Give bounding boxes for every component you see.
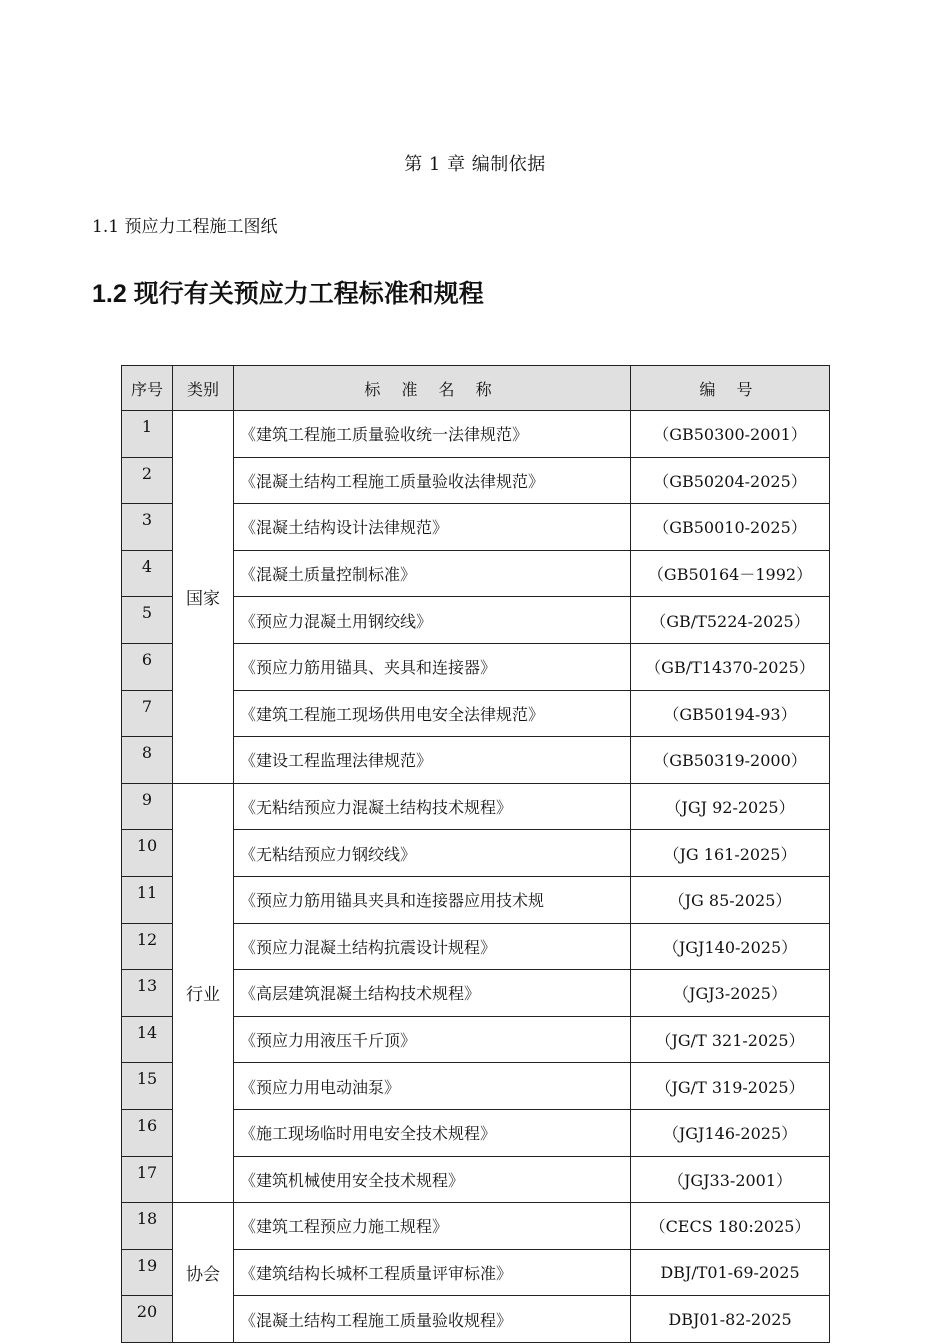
row-category: 行业 xyxy=(173,783,234,1202)
row-seq: 9 xyxy=(122,783,173,830)
row-standard-name: 《预应力筋用锚具夹具和连接器应用技术规 xyxy=(234,876,631,923)
row-standard-name: 《建筑工程施工质量验收统一法律规范》 xyxy=(234,411,631,458)
table-body xyxy=(122,411,830,1343)
row-standard-name: 《预应力用电动油泵》 xyxy=(234,1063,631,1110)
header-code: 编 号 xyxy=(631,366,830,411)
section-1-2-heading: 1.2 现行有关预应力工程标准和规程 xyxy=(92,280,484,308)
row-standard-name: 《施工现场临时用电安全技术规程》 xyxy=(234,1109,631,1156)
row-seq: 11 xyxy=(122,876,173,923)
row-standard-code: （GB50319-2000） xyxy=(631,737,830,784)
row-seq: 19 xyxy=(122,1249,173,1296)
row-standard-name: 《预应力用液压千斤顶》 xyxy=(234,1016,631,1063)
row-standard-code: （GB50300-2001） xyxy=(631,411,830,458)
row-standard-name: 《混凝土结构工程施工质量验收法律规范》 xyxy=(234,457,631,504)
row-seq: 7 xyxy=(122,690,173,737)
row-standard-code: （GB/T5224-2025） xyxy=(631,597,830,644)
row-standard-name: 《高层建筑混凝土结构技术规程》 xyxy=(234,970,631,1017)
section-1-1-heading: 1.1 预应力工程施工图纸 xyxy=(92,217,278,237)
row-seq: 15 xyxy=(122,1063,173,1110)
table-row xyxy=(122,411,830,458)
row-seq: 17 xyxy=(122,1156,173,1203)
row-seq: 18 xyxy=(122,1203,173,1250)
header-category: 类别 xyxy=(173,366,234,411)
row-standard-code: （JGJ140-2025） xyxy=(631,923,830,970)
row-standard-code: （GB50010-2025） xyxy=(631,504,830,551)
row-category: 协会 xyxy=(173,1203,234,1343)
row-seq: 12 xyxy=(122,923,173,970)
row-standard-name: 《预应力筋用锚具、夹具和连接器》 xyxy=(234,643,631,690)
row-standard-code: DBJ/T01-69-2025 xyxy=(631,1249,830,1296)
row-standard-name: 《建设工程监理法律规范》 xyxy=(234,737,631,784)
row-category: 国家 xyxy=(173,411,234,784)
table-row xyxy=(122,1203,830,1250)
header-seq: 序号 xyxy=(122,366,173,411)
row-seq: 16 xyxy=(122,1109,173,1156)
row-seq: 1 xyxy=(122,411,173,458)
table-row xyxy=(122,783,830,830)
row-seq: 5 xyxy=(122,597,173,644)
header-name: 标 准 名 称 xyxy=(234,366,631,411)
row-standard-code: （GB50204-2025） xyxy=(631,457,830,504)
row-standard-code: （GB/T14370-2025） xyxy=(631,643,830,690)
row-standard-code: （JG 161-2025） xyxy=(631,830,830,877)
row-standard-code: （CECS 180:2025） xyxy=(631,1203,830,1250)
row-standard-code: （GB50194-93） xyxy=(631,690,830,737)
row-seq: 14 xyxy=(122,1016,173,1063)
row-standard-name: 《混凝土质量控制标准》 xyxy=(234,550,631,597)
row-seq: 13 xyxy=(122,970,173,1017)
row-standard-name: 《预应力混凝土结构抗震设计规程》 xyxy=(234,923,631,970)
row-seq: 3 xyxy=(122,504,173,551)
table-header-row xyxy=(122,366,830,411)
row-standard-name: 《建筑机械使用安全技术规程》 xyxy=(234,1156,631,1203)
row-standard-name: 《建筑工程预应力施工规程》 xyxy=(234,1203,631,1250)
row-standard-name: 《无粘结预应力钢绞线》 xyxy=(234,830,631,877)
row-standard-code: （JGJ146-2025） xyxy=(631,1109,830,1156)
row-standard-code: （GB50164－1992） xyxy=(631,550,830,597)
row-standard-code: （JG/T 321-2025） xyxy=(631,1016,830,1063)
row-standard-name: 《无粘结预应力混凝土结构技术规程》 xyxy=(234,783,631,830)
row-standard-code: （JGJ3-2025） xyxy=(631,970,830,1017)
row-standard-code: （JG/T 319-2025） xyxy=(631,1063,830,1110)
row-seq: 20 xyxy=(122,1296,173,1343)
row-seq: 4 xyxy=(122,550,173,597)
row-standard-name: 《混凝土结构工程施工质量验收规程》 xyxy=(234,1296,631,1343)
chapter-title: 第 1 章 编制依据 xyxy=(404,154,546,175)
row-standard-code: （JG 85-2025） xyxy=(631,876,830,923)
row-seq: 6 xyxy=(122,643,173,690)
row-seq: 10 xyxy=(122,830,173,877)
row-standard-name: 《预应力混凝土用钢绞线》 xyxy=(234,597,631,644)
row-standard-code: （JGJ 92-2025） xyxy=(631,783,830,830)
row-standard-name: 《建筑结构长城杯工程质量评审标准》 xyxy=(234,1249,631,1296)
row-standard-name: 《混凝土结构设计法律规范》 xyxy=(234,504,631,551)
standards-table xyxy=(121,365,830,1343)
row-standard-code: （JGJ33-2001） xyxy=(631,1156,830,1203)
row-seq: 8 xyxy=(122,737,173,784)
row-standard-code: DBJ01-82-2025 xyxy=(631,1296,830,1343)
row-seq: 2 xyxy=(122,457,173,504)
row-standard-name: 《建筑工程施工现场供用电安全法律规范》 xyxy=(234,690,631,737)
